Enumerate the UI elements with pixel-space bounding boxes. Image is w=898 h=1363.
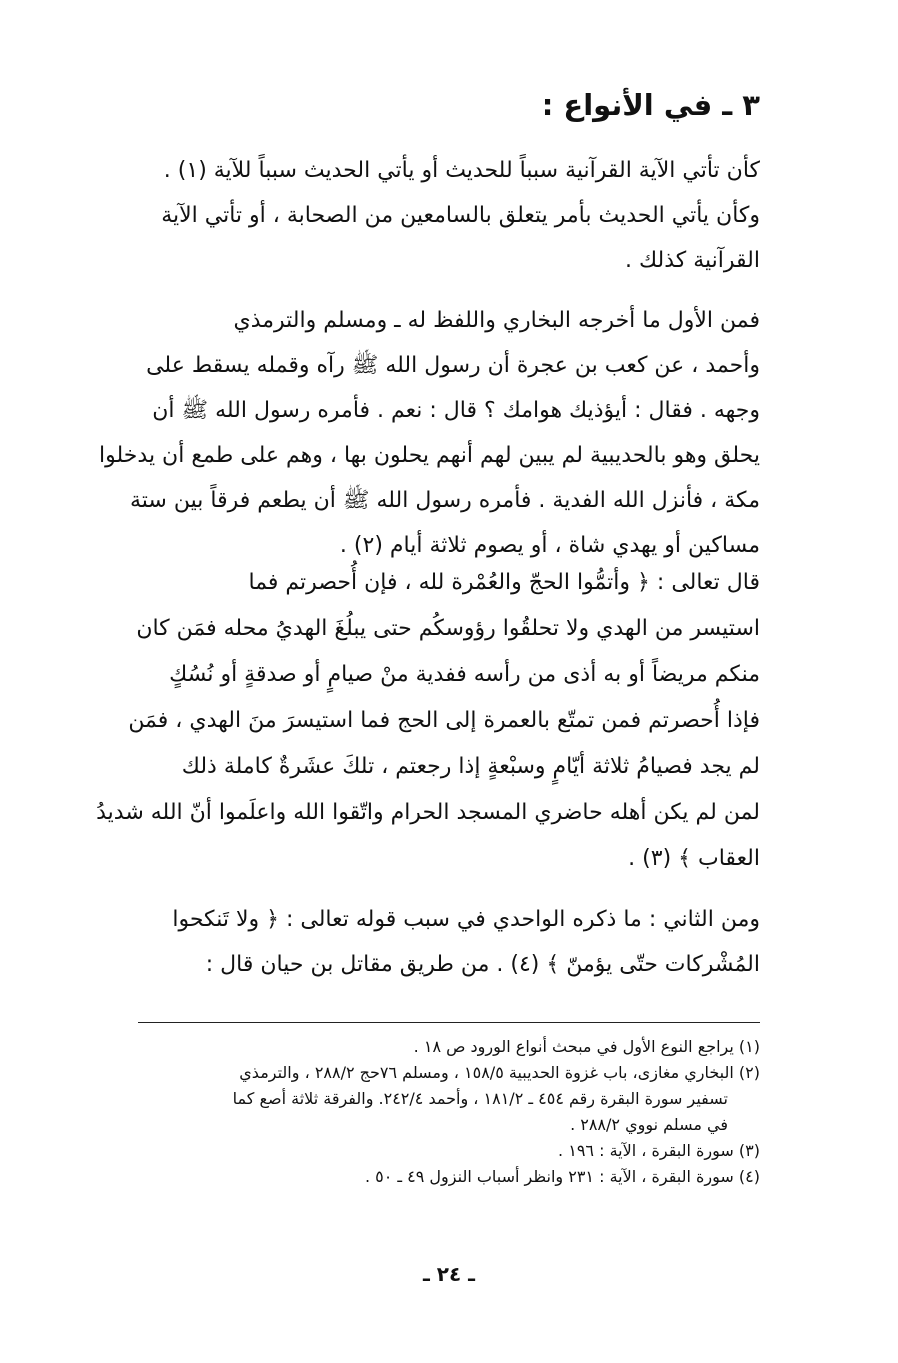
- text-line: كأن تأتي الآية القرآنية سبباً للحديث أو يأتي الحديث سبباً للآية (١) .: [163, 158, 760, 183]
- text-line: وكأن يأتي الحديث بأمر يتعلق بالسامعين من الصحابة ، أو تأتي الآية: [161, 203, 760, 228]
- footnote: (٤) سورة البقرة ، الآية : ٢٣١ وانظر أسباب النزول ٤٩ ـ ٥٠ .: [364, 1167, 760, 1186]
- text-line: يحلق وهو بالحديبية لم يبين لهم أنهم يحلون بها ، وهم على طمع أن يدخلوا: [99, 443, 760, 468]
- footnote-continuation: في مسلم نووي ٢٨٨/٢ .: [570, 1115, 728, 1134]
- paragraph-intro: [105, 148, 760, 283]
- page-number: ـ ٢٤ ـ: [422, 1262, 476, 1286]
- text-line: لمن لم يكن أهله حاضري المسجد الحرام واتّقوا الله واعلَموا أنّ الله شديدُ: [96, 800, 760, 825]
- footnote: (٣) سورة البقرة ، الآية : ١٩٦ .: [558, 1141, 760, 1160]
- footnote-continuation: تسفير سورة البقرة رقم ٤٥٤ ـ ١٨١/٢ ، وأحمد ٢٤٢/٤. والفرقة ثلاثة أصع كما: [232, 1089, 728, 1108]
- paragraph-quran-verse: [96, 560, 760, 882]
- text-line: فمن الأول ما أخرجه البخاري واللفظ له ـ ومسلم والترمذي: [233, 308, 760, 333]
- text-line: استيسر من الهدي ولا تحلقُوا رؤوسكُم حتى يبلُغَ الهديُ محله فمَن كان: [136, 616, 760, 641]
- text-line: منكم مريضاً أو به أذى من رأسه ففدية منْ صيامٍ أو صدقةٍ أو نُسُكٍ: [169, 662, 760, 687]
- text-line: وجهه . فقال : أيؤذيك هوامك ؟ قال : نعم . فأمره رسول الله ﷺ أن: [152, 398, 760, 423]
- text-line: فإذا أُحصرتم فمن تمتّع بالعمرة إلى الحج فما استيسرَ منَ الهدي ، فمَن: [128, 708, 760, 733]
- section-heading: ٣ ـ في الأنواع :: [541, 88, 760, 122]
- paragraph-second-example: [105, 897, 760, 987]
- footnote: (١) يراجع النوع الأول في مبحث أنواع الورود ص ١٨ .: [413, 1037, 760, 1056]
- text-line: العقاب ﴾ (٣) .: [628, 846, 760, 871]
- footnote: (٢) البخاري مغازى، باب غزوة الحديبية ١٥٨/٥ ، ومسلم ٧٦حج ٢٨٨/٢ ، والترمذي: [239, 1063, 760, 1082]
- text-line: مساكين أو يهدي شاة ، أو يصوم ثلاثة أيام (٢) .: [339, 533, 760, 558]
- text-line: وأحمد ، عن كعب بن عجرة أن رسول الله ﷺ رآه وقمله يسقط على: [146, 353, 760, 378]
- text-line: لم يجد فصيامُ ثلاثة أيّامٍ وسبْعةٍ إذا رجعتم ، تلكَ عشَرةٌ كاملة ذلك: [181, 754, 760, 779]
- text-line: المُشْركات حتّى يؤمنّ ﴾ (٤) . من طريق مقاتل بن حيان قال :: [205, 952, 760, 977]
- text-line: ومن الثاني : ما ذكره الواحدي في سبب قوله تعالى : ﴿ ولا تَنكحوا: [172, 907, 760, 932]
- paragraph-first-example: [99, 298, 760, 568]
- text-line: القرآنية كذلك .: [625, 248, 760, 273]
- footnotes: [100, 1034, 760, 1190]
- footnote-divider: [138, 1022, 760, 1023]
- text-line: مكة ، فأنزل الله الفدية . فأمره رسول الله ﷺ أن يطعم فرقاً بين ستة: [130, 488, 760, 513]
- text-line: قال تعالى : ﴿ وأتمُّوا الحجّ والعُمْرة لله ، فإن أُحصرتم فما: [248, 570, 760, 595]
